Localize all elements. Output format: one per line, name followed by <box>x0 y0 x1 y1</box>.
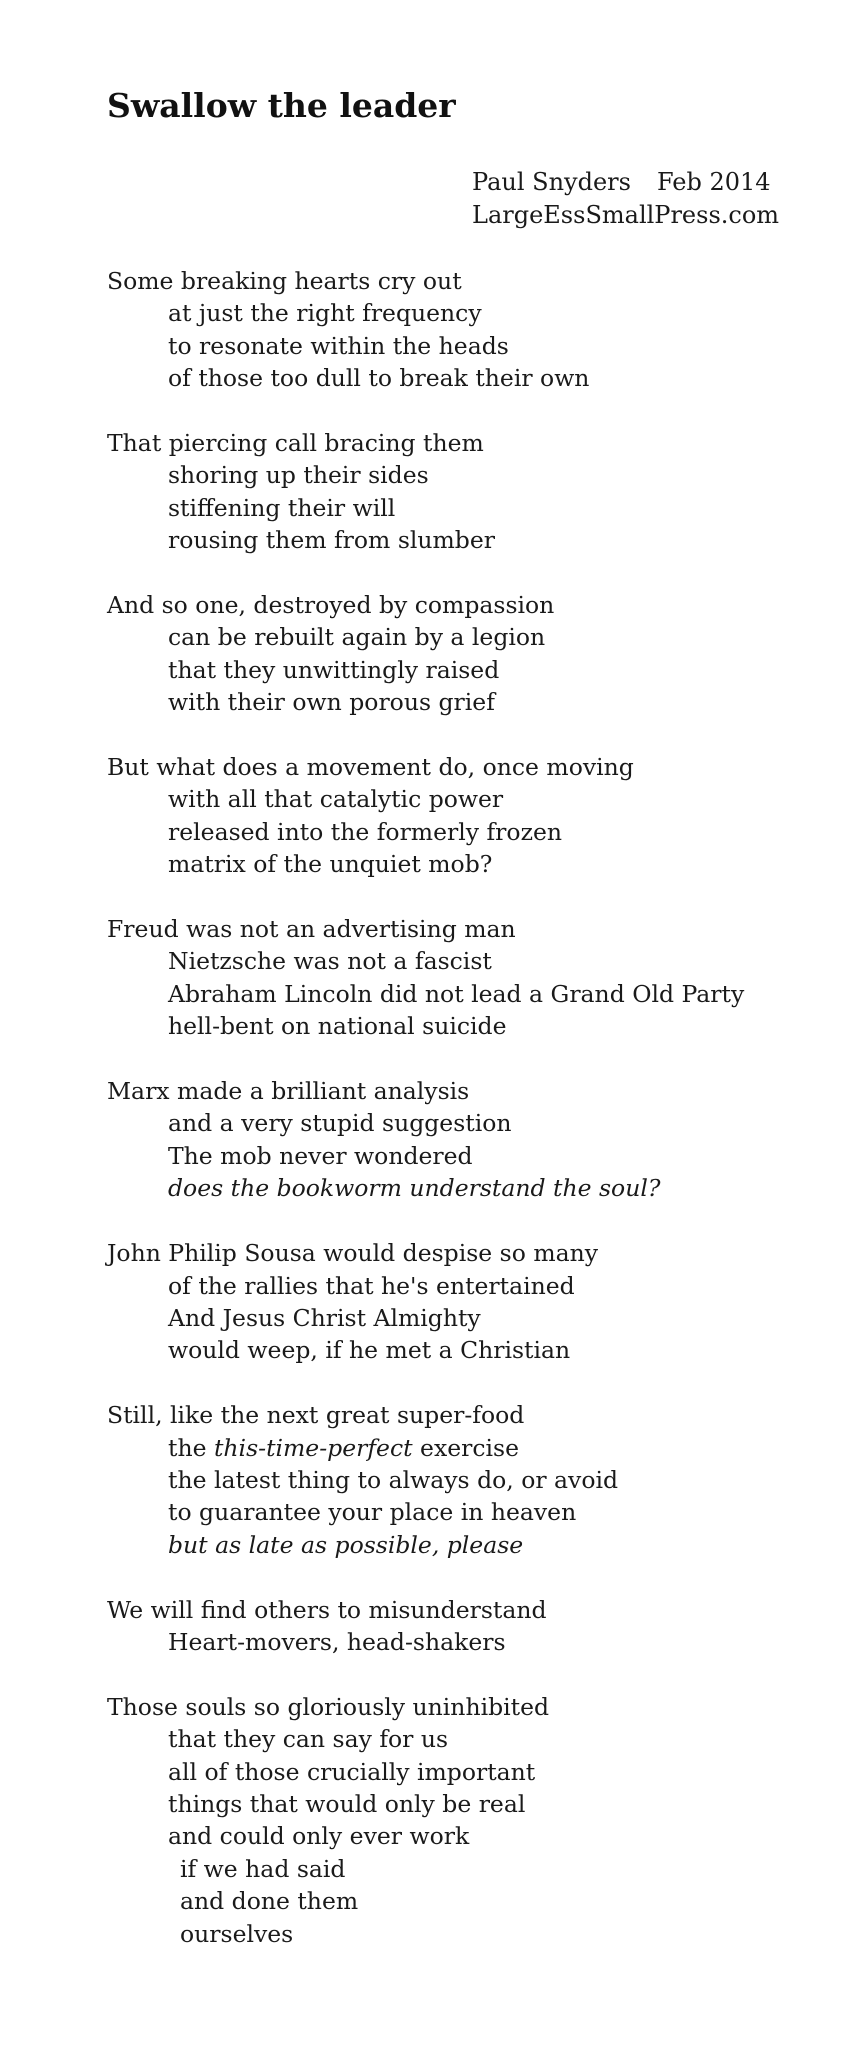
byline-author-row <box>472 166 779 199</box>
poem-line: the latest thing to always do, or avoid <box>168 1465 619 1494</box>
poem-line: with their own porous grief <box>168 688 495 717</box>
poem-line: Freud was not an advertising man <box>107 915 516 944</box>
poem-line: and done them <box>180 1887 359 1916</box>
poem-line: hell-bent on national suicide <box>168 1012 507 1041</box>
poem-line: stiffening their will <box>168 493 396 522</box>
poem-line: matrix of the unquiet mob? <box>168 850 493 879</box>
poem-line-italic: does the bookworm understand the soul? <box>168 1174 661 1203</box>
poem-line: with all that catalytic power <box>168 785 504 814</box>
stanza <box>107 265 827 395</box>
stanza <box>107 1075 827 1205</box>
publish-date: Feb 2014 <box>656 168 771 196</box>
poem-line: can be rebuilt again by a legion <box>168 623 546 652</box>
poem-line: rousing them from slumber <box>168 526 495 555</box>
poem-line: all of those crucially important <box>168 1757 536 1786</box>
poem-body <box>107 265 827 1982</box>
poem-line: That piercing call bracing them <box>107 429 484 458</box>
poem-line: Abraham Lincoln did not lead a Grand Old Party <box>168 979 745 1008</box>
poem-line: to guarantee your place in heaven <box>168 1498 577 1527</box>
poem-line: But what does a movement do, once moving <box>107 753 634 782</box>
poem-line: Those souls so gloriously uninhibited <box>107 1692 550 1721</box>
poem-line: Nietzsche was not a fascist <box>168 947 492 976</box>
poem-line: and a very stupid suggestion <box>168 1109 512 1138</box>
stanza <box>107 1237 827 1367</box>
author-name: Paul Snyders <box>472 168 631 196</box>
poem-line: that they unwittingly raised <box>168 655 500 684</box>
poem-line: to resonate within the heads <box>168 331 509 360</box>
poem-line: ourselves <box>180 1919 294 1948</box>
stanza <box>107 913 827 1043</box>
stanza <box>107 1691 827 1950</box>
poem-line: The mob never wondered <box>168 1141 473 1170</box>
poem-line: if we had said <box>180 1854 346 1883</box>
line-text: exercise <box>412 1433 519 1462</box>
poem-line: released into the formerly frozen <box>168 817 562 846</box>
emphasized-phrase: this-time-perfect <box>213 1433 413 1462</box>
byline <box>472 166 779 232</box>
poem-line-mixed <box>107 1432 827 1464</box>
poem-line: at just the right frequency <box>168 299 482 328</box>
poem-line: that they can say for us <box>168 1725 449 1754</box>
line-text: the <box>168 1433 214 1462</box>
stanza <box>107 751 827 881</box>
poem-line: Still, like the next great super-food <box>107 1401 525 1430</box>
poem-line: shoring up their sides <box>168 461 429 490</box>
stanza <box>107 427 827 557</box>
poem-line: And Jesus Christ Almighty <box>168 1303 481 1332</box>
poem-line: Some breaking hearts cry out <box>107 267 462 295</box>
stanza <box>107 589 827 719</box>
poem-line: We will find others to misunderstand <box>107 1595 547 1624</box>
poem-line: John Philip Sousa would despise so many <box>107 1239 599 1268</box>
stanza <box>107 1399 827 1561</box>
poem-line: would weep, if he met a Christian <box>168 1336 571 1365</box>
poem-line: Heart-movers, head-shakers <box>168 1627 506 1656</box>
poem-title: Swallow the leader <box>107 86 456 125</box>
poem-line: And so one, destroyed by compassion <box>107 591 555 620</box>
poem-line: and could only ever work <box>168 1822 470 1851</box>
publisher-site: LargeEssSmallPress.com <box>472 201 780 229</box>
poem-line: of the rallies that he's entertained <box>168 1271 575 1300</box>
poem-line: of those too dull to break their own <box>168 364 590 393</box>
poem-line: things that would only be real <box>168 1789 526 1818</box>
poem-line: Marx made a brilliant analysis <box>107 1077 470 1106</box>
poem-line-italic: but as late as possible, please <box>168 1530 524 1559</box>
stanza <box>107 1594 827 1659</box>
